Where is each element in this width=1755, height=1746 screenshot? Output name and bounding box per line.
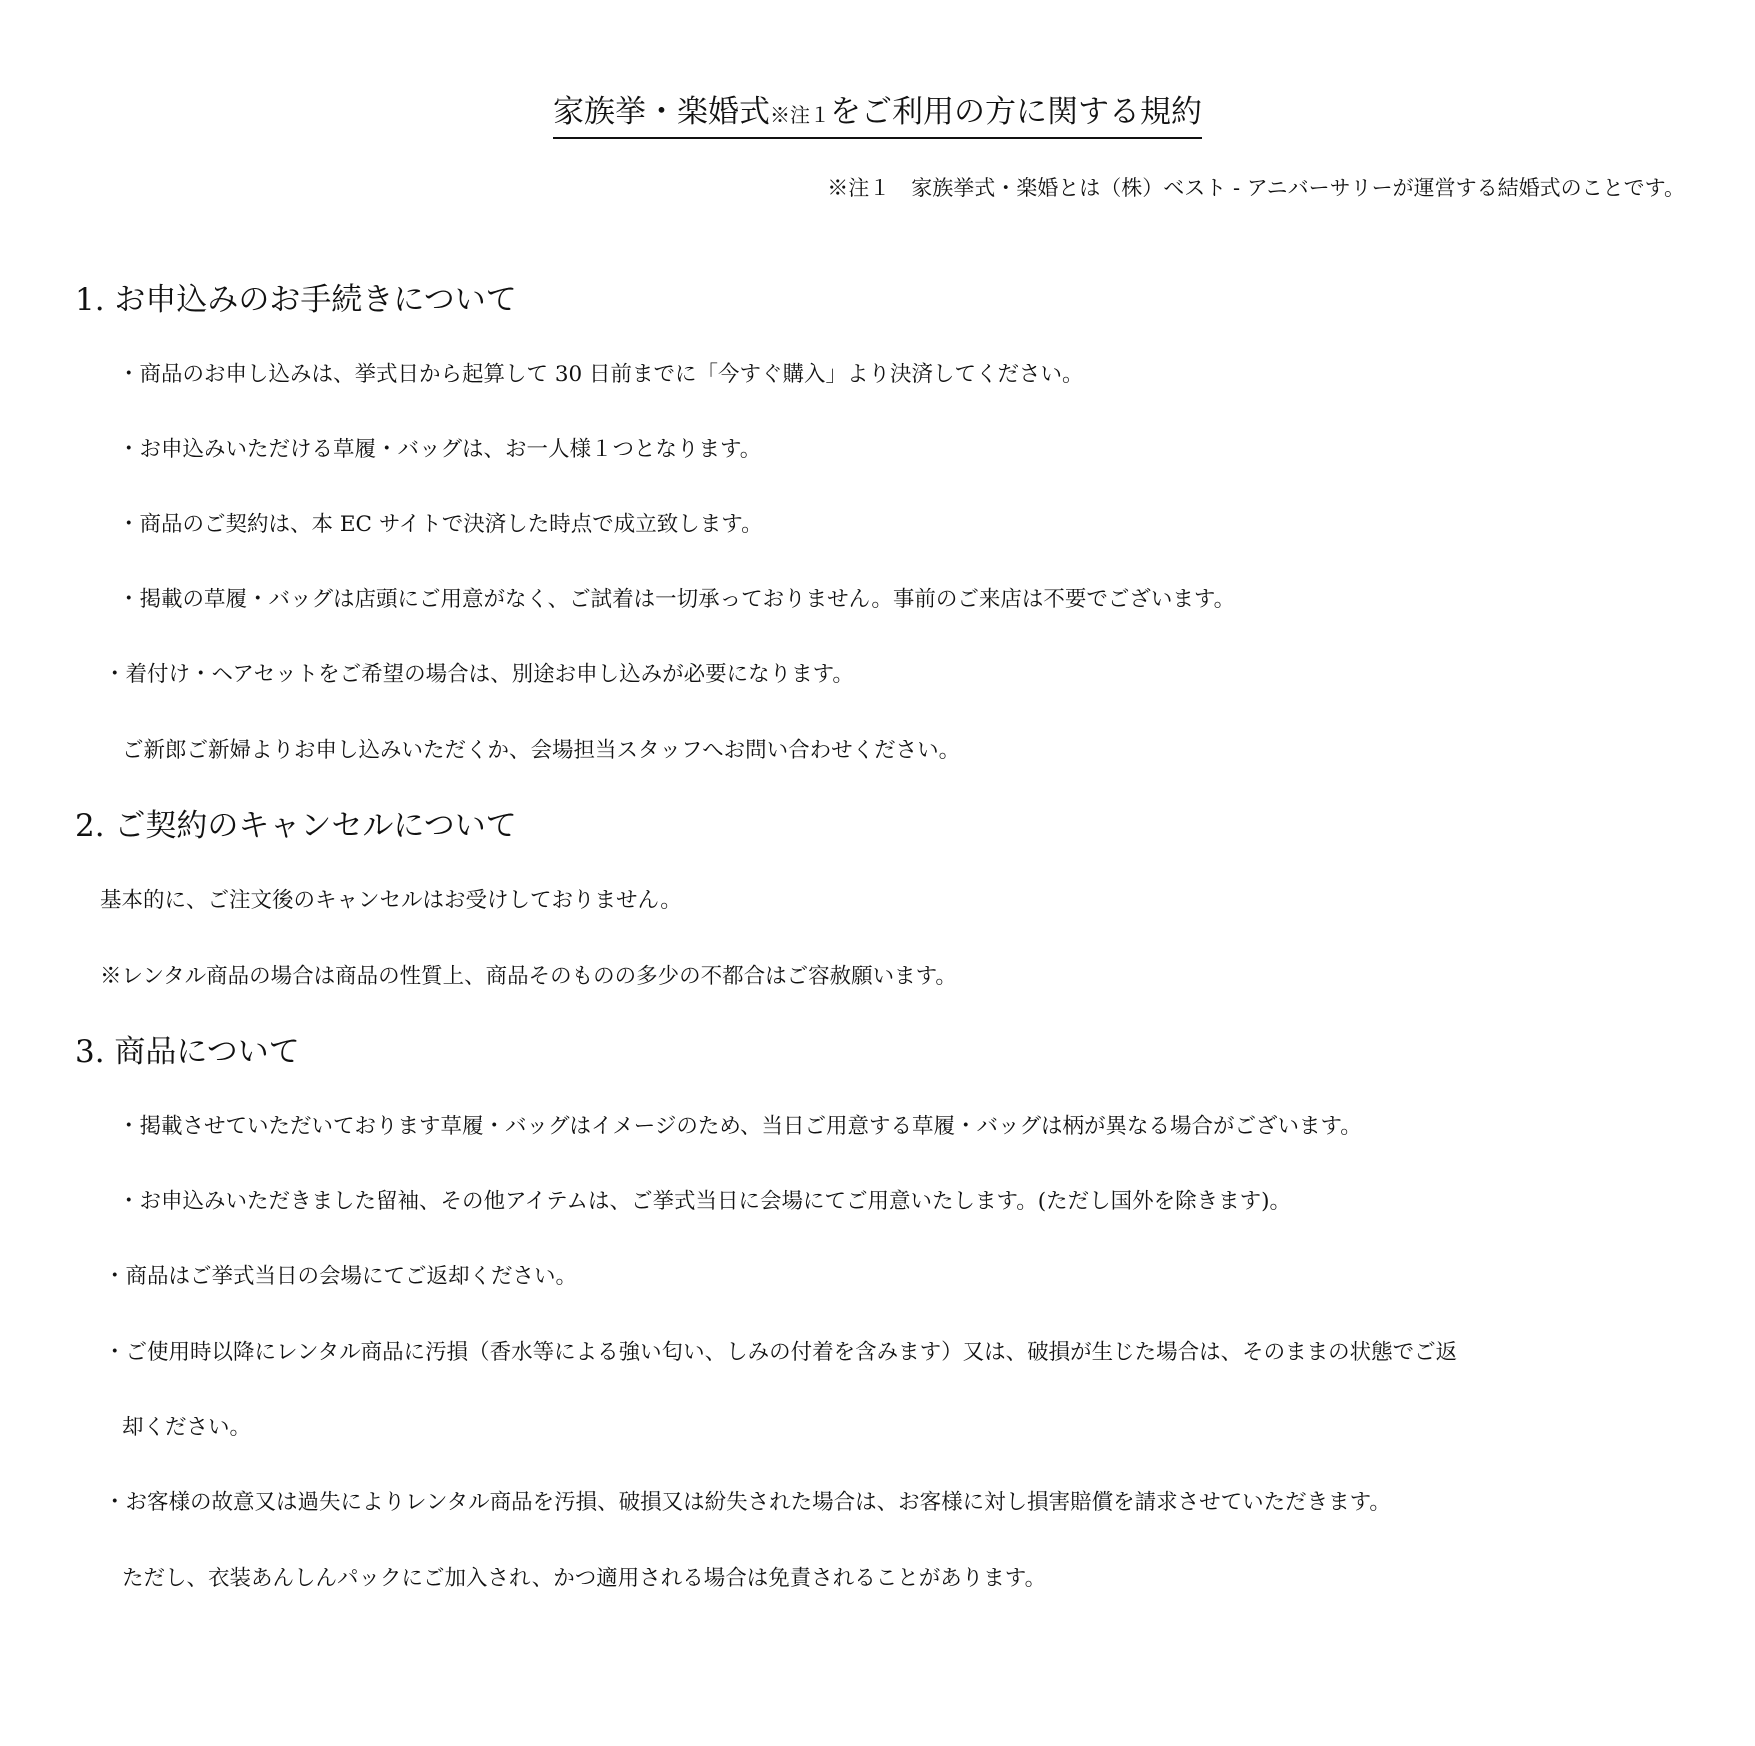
section-1-line-2: ・お申込みいただける草履・バッグは、お一人様１つとなります。 [118,437,762,462]
section-3-line-7: ただし、衣装あんしんパックにご加入され、かつ適用される場合は免責されることがあります。 [122,1566,1047,1591]
section-3-line-5: 却ください。 [122,1415,252,1440]
title-main-after: をご利用の方に関する規約 [830,94,1202,130]
section-1-line-3: ・商品のご契約は、本 EC サイトで決済した時点で成立致します。 [118,512,763,537]
section-heading-2: 2. ご契約のキャンセルについて [75,808,517,844]
section-1-line-4: ・掲載の草履・バッグは店頭にご用意がなく、ご試着は一切承っておりません。事前のご来店は不要でございます。 [118,587,1236,612]
title-main-before: 家族挙・楽婚式 [553,94,770,130]
section-1-line-1: ・商品のお申し込みは、挙式日から起算して 30 日前までに「今すぐ購入」より決済してください。 [118,362,1084,387]
section-1-line-5: ・着付け・ヘアセットをご希望の場合は、別途お申し込みが必要になります。 [104,662,854,687]
section-3-line-3: ・商品はご挙式当日の会場にてご返却ください。 [104,1264,578,1289]
section-3-line-6: ・お客様の故意又は過失によりレンタル商品を汚損、破損又は紛失された場合は、お客様に対し損害賠償を請求させていただきます。 [104,1490,1391,1515]
section-3-line-2: ・お申込みいただきました留袖、その他アイテムは、ご挙式当日に会場にてご用意いたします。(ただし国外を除きます)。 [118,1189,1292,1214]
title-underlined [553,92,1202,139]
section-2-line-2: ※レンタル商品の場合は商品の性質上、商品そのものの多少の不都合はご容赦願います。 [100,964,957,989]
section-2-line-1: 基本的に、ご注文後のキャンセルはお受けしておりません。 [100,888,682,913]
title-footnote: ※注１ 家族挙式・楽婚とは（株）ベスト - アニバーサリーが運営する結婚式のことです。 [827,176,1685,200]
section-1-line-6: ご新郎ご新婦よりお申し込みいただくか、会場担当スタッフへお問い合わせください。 [122,738,961,763]
section-heading-3: 3. 商品について [75,1034,300,1070]
section-heading-1: 1. お申込みのお手続きについて [75,282,517,318]
title-note-mark: ※注１ [770,103,830,127]
page-title [0,92,1755,139]
section-3-line-4: ・ご使用時以降にレンタル商品に汚損（香水等による強い匂い、しみの付着を含みます）又は、破損が生じた場合は、そのままの状態でご返 [104,1340,1458,1365]
section-3-line-1: ・掲載させていただいております草履・バッグはイメージのため、当日ご用意する草履・バッグは柄が異なる場合がございます。 [118,1114,1362,1139]
